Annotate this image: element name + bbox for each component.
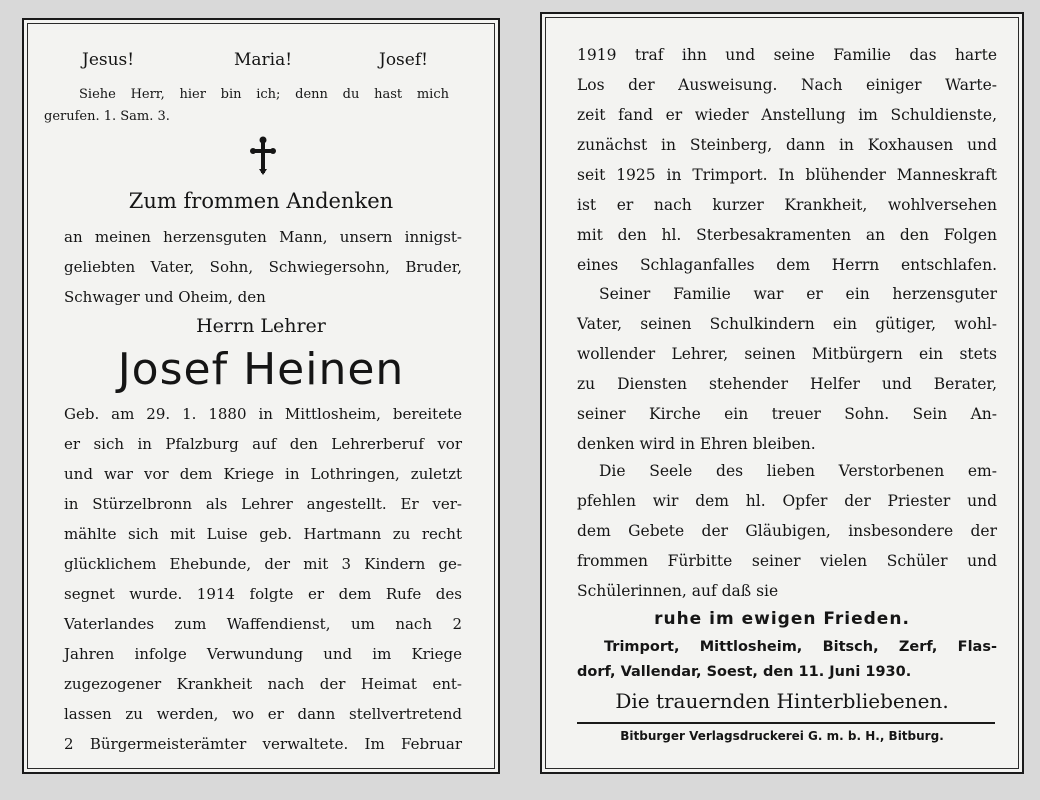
memorial-title: Zum frommen Andenken (128, 189, 394, 213)
exclamation-josef: Josef! (379, 50, 428, 70)
paragraph2-line: seiner Kirche ein treuer Sohn. Sein An- (577, 405, 997, 423)
intro-line: an meinen herzensguten Mann, unsern innigst- (64, 228, 462, 246)
paragraph1-line: seit 1925 in Trimport. In blühender Manneskraft (577, 166, 997, 184)
paragraph1-line: ist er nach kurzer Krankheit, wohlversehen (577, 196, 997, 214)
paragraph2-line: denken wird in Ehren bleiben. (577, 435, 816, 453)
paragraph2-line: zu Diensten stehender Helfer und Berater, (577, 375, 997, 393)
paragraph3-line: Schülerinnen, auf daß sie (577, 582, 779, 600)
paragraph1-line: zunächst in Steinberg, dann in Koxhausen und (577, 136, 997, 154)
intro-line: Schwager und Oheim, den (64, 288, 266, 306)
exclamation-jesus: Jesus! (82, 50, 135, 70)
paragraph2-line: Seiner Familie war er ein herzensguter (599, 285, 997, 303)
rest-in-peace: ruhe im ewigen Frieden. (654, 609, 910, 629)
bio-line: er sich in Pfalzburg auf den Lehrerberuf vor (64, 435, 462, 453)
bio-line: Geb. am 29. 1. 1880 in Mittlosheim, bereitete (64, 405, 462, 423)
divider (577, 722, 995, 724)
deceased-name: Josef Heinen (117, 344, 405, 395)
exclamation-maria: Maria! (234, 50, 293, 70)
motto-line-1: Siehe Herr, hier bin ich; denn du hast mich (79, 87, 449, 102)
paragraph1-line: eines Schlaganfalles dem Herrn entschlafen. (577, 256, 997, 274)
right-card (540, 12, 1024, 774)
left-card (22, 18, 500, 774)
intro-line: geliebten Vater, Sohn, Schwiegersohn, Bruder, (64, 258, 462, 276)
paragraph3-line: pfehlen wir dem hl. Opfer der Priester und (577, 492, 997, 510)
paragraph1-line: mit den hl. Sterbesakramenten an den Folgen (577, 226, 997, 244)
bio-line: glücklichem Ehebunde, der mit 3 Kindern ge- (64, 555, 462, 573)
paragraph1-line: Los der Ausweisung. Nach einiger Warte- (577, 76, 997, 94)
paragraph1-line: 1919 traf ihn und seine Familie das harte (577, 46, 997, 64)
honorific: Herrn Lehrer (196, 315, 326, 337)
motto-line-2: gerufen. 1. Sam. 3. (44, 109, 170, 124)
places-line: dorf, Vallendar, Soest, den 11. Juni 1930. (577, 664, 912, 680)
paragraph2-line: wollender Lehrer, seinen Mitbürgern ein stets (577, 345, 997, 363)
printer-imprint: Bitburger Verlagsdruckerei G. m. b. H., Bitburg. (620, 729, 944, 743)
cross-icon (250, 135, 276, 175)
paragraph2-line: Vater, seinen Schulkindern ein gütiger, wohl- (577, 315, 997, 333)
paragraph3-line: frommen Fürbitte seiner vielen Schüler und (577, 552, 997, 570)
paragraph3-line: dem Gebete der Gläubigen, insbesondere der (577, 522, 997, 540)
bio-line: in Stürzelbronn als Lehrer angestellt. Er ver- (64, 495, 462, 513)
bio-line: Vaterlandes zum Waffendienst, um nach 2 (64, 615, 462, 633)
signature: Die trauernden Hinterbliebenen. (615, 689, 949, 713)
bio-line: 2 Bürgermeisterämter verwaltete. Im Februar (64, 735, 462, 753)
bio-line: mählte sich mit Luise geb. Hartmann zu recht (64, 525, 462, 543)
bio-line: segnet wurde. 1914 folgte er dem Rufe des (64, 585, 462, 603)
paragraph3-line: Die Seele des lieben Verstorbenen em- (599, 462, 997, 480)
bio-line: lassen zu werden, wo er dann stellvertretend (64, 705, 462, 723)
places-line: Trimport, Mittlosheim, Bitsch, Zerf, Flas- (604, 639, 997, 655)
bio-line: zugezogener Krankheit nach der Heimat ent- (64, 675, 462, 693)
paragraph1-line: zeit fand er wieder Anstellung im Schuldienste, (577, 106, 997, 124)
bio-line: und war vor dem Kriege in Lothringen, zuletzt (64, 465, 462, 483)
bio-line: Jahren infolge Verwundung und im Kriege (64, 645, 462, 663)
